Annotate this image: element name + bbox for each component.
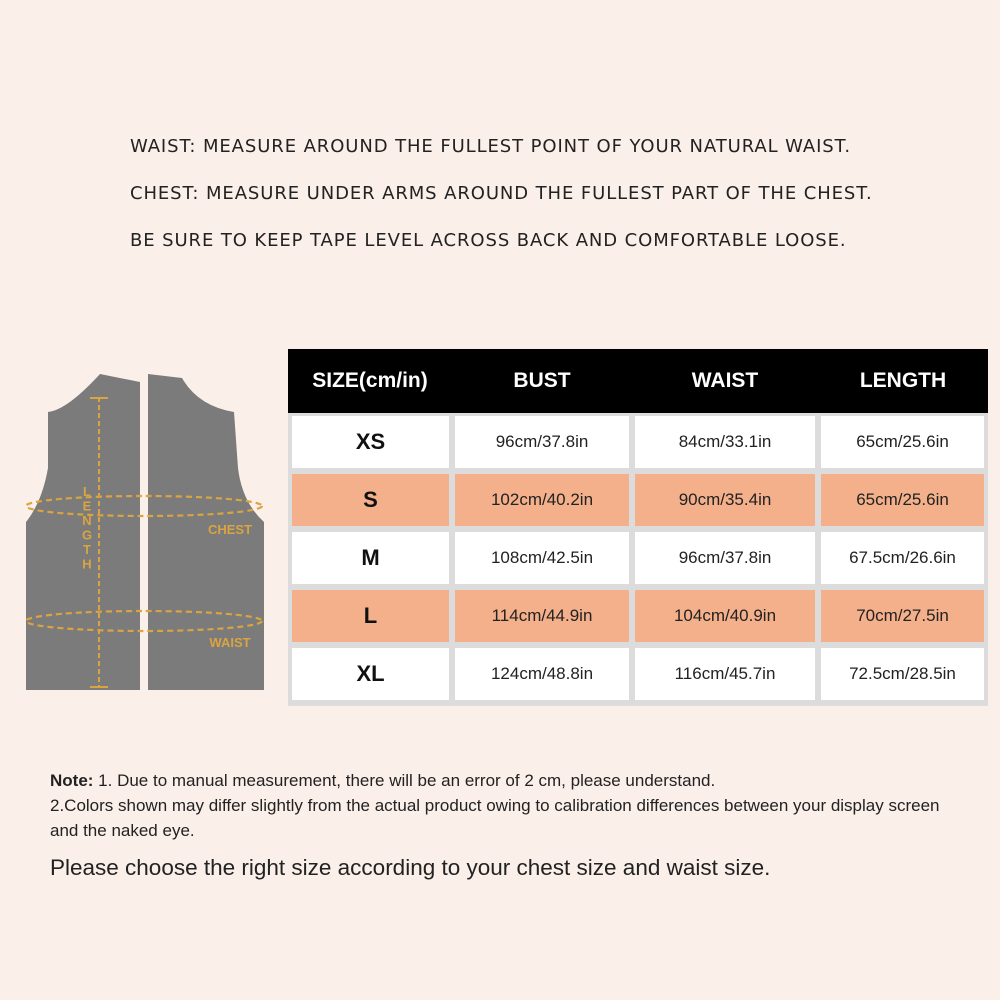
bust-cell: 102cm/40.2in (455, 474, 629, 526)
header-length: LENGTH (859, 369, 947, 392)
header-size: SIZE(cm/in) (312, 369, 428, 392)
length-cell: 70cm/27.5in (821, 590, 984, 642)
length-cell: 72.5cm/28.5in (821, 648, 984, 700)
length-cell: 67.5cm/26.6in (821, 532, 984, 584)
table-row (288, 587, 988, 645)
length-label-letter: G (81, 527, 93, 543)
table-header-row (288, 349, 988, 413)
instruction-waist: WAIST: MEASURE AROUND THE FULLEST POINT OF YOUR NATURAL WAIST. (130, 136, 851, 157)
table-row (288, 529, 988, 587)
measuring-instructions (130, 134, 990, 275)
table-row (288, 413, 988, 471)
size-cell: S (292, 474, 449, 526)
length-cell: 65cm/25.6in (821, 474, 984, 526)
size-chart-table (288, 349, 988, 703)
waist-cell: 116cm/45.7in (635, 648, 815, 700)
length-label-letter: N (82, 513, 92, 528)
note-label: Note: (50, 771, 94, 790)
vest-diagram (22, 370, 267, 695)
header-bust: BUST (513, 369, 571, 392)
closing-advice: Please choose the right size according to your chest size and waist size. (50, 855, 771, 880)
length-label-letter: L (83, 484, 91, 499)
bust-cell: 96cm/37.8in (455, 416, 629, 468)
length-label-letter: H (82, 556, 92, 572)
size-cell: XL (292, 648, 449, 700)
table-row (288, 471, 988, 529)
note-text-2: 2.Colors shown may differ slightly from the actual product owing to calibration differences between your display screen and the naked eye. (50, 796, 940, 840)
size-cell: XS (292, 416, 449, 468)
length-cell: 65cm/25.6in (821, 416, 984, 468)
bust-cell: 124cm/48.8in (455, 648, 629, 700)
waist-cell: 84cm/33.1in (635, 416, 815, 468)
waist-label: WAIST (209, 635, 251, 650)
length-label-letter: E (82, 498, 92, 514)
size-cell: L (292, 590, 449, 642)
instruction-chest: CHEST: MEASURE UNDER ARMS AROUND THE FULLEST PART OF THE CHEST. (130, 183, 873, 204)
waist-cell: 90cm/35.4in (635, 474, 815, 526)
length-label-letter: T (83, 542, 91, 557)
waist-cell: 104cm/40.9in (635, 590, 815, 642)
bust-cell: 108cm/42.5in (455, 532, 629, 584)
bust-cell: 114cm/44.9in (455, 590, 629, 642)
table-row (288, 645, 988, 703)
size-cell: M (292, 532, 449, 584)
chest-label: CHEST (207, 522, 253, 537)
notes-section (50, 768, 970, 843)
note-line-1 (50, 768, 970, 793)
header-waist: WAIST (691, 369, 759, 392)
waist-cell: 96cm/37.8in (635, 532, 815, 584)
instruction-tape: BE SURE TO KEEP TAPE LEVEL ACROSS BACK AND COMFORTABLE LOOSE. (130, 230, 847, 251)
note-text-1: 1. Due to manual measurement, there will be an error of 2 cm, please understand. (93, 771, 716, 790)
